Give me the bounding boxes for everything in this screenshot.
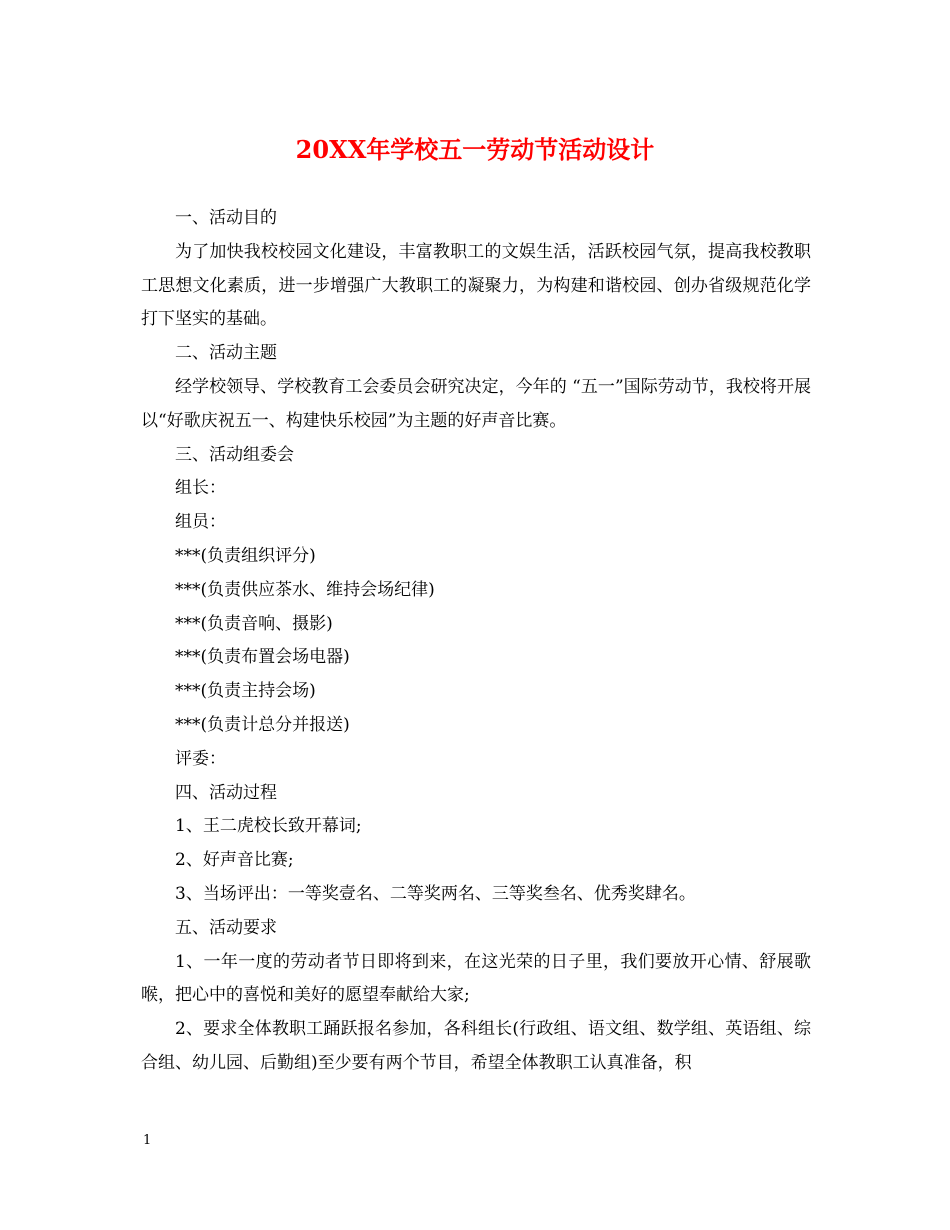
page-number: 1 — [143, 1133, 152, 1148]
section-heading: 四、活动过程 — [175, 782, 277, 803]
body-line: 组员： — [175, 512, 226, 533]
section-heading: 一、活动目的 — [175, 208, 277, 228]
section-heading: 二、活动主题 — [175, 343, 277, 364]
section-heading: 五、活动要求 — [175, 917, 277, 938]
list-item: ***(负责供应茶水、维持会场纪律) — [175, 579, 435, 600]
document-body — [141, 202, 811, 1081]
body-paragraph: 1、一年一度的劳动者节日即将到来，在这光荣的日子里，我们要放开心情、舒展歌喉，把心中的喜悦和美好的愿望奉献给大家; — [141, 951, 811, 1006]
list-item: ***(负责布置会场电器) — [175, 647, 350, 668]
body-paragraph: 2、要求全体教职工踊跃报名参加，各科组长(行政组、语文组、数学组、英语组、综合组、幼儿园、后勤组)至少要有两个节目，希望全体教职工认真准备，积 — [141, 1019, 811, 1073]
body-line: 组长： — [175, 478, 226, 499]
list-item: 2、好声音比赛; — [175, 850, 294, 871]
document-title: 20XX年学校五一劳动节活动设计 — [295, 135, 655, 164]
body-paragraph: 经学校领导、学校教育工会委员会研究决定，今年的 “五一”国际劳动节，我校将开展以“好歌庆祝五一、构建快乐校园”为主题的好声音比赛。 — [141, 376, 811, 431]
list-item: ***(负责音响、摄影) — [175, 613, 333, 634]
body-paragraph: 为了加快我校校园文化建设，丰富教职工的文娱生活，活跃校园气氛，提高我校教职工思想文化素质，进一步增强广大教职工的凝聚力，为构建和谐校园、创办省级规范化学打下坚实的基础。 — [141, 241, 811, 330]
section-heading: 三、活动组委会 — [175, 444, 294, 465]
list-item: ***(负责主持会场) — [175, 681, 316, 702]
list-item: ***(负责计总分并报送) — [175, 714, 350, 735]
body-line: 评委： — [175, 748, 226, 769]
list-item: 3、当场评出：一等奖壹名、二等奖两名、三等奖叁名、优秀奖肆名。 — [175, 883, 696, 904]
list-item: ***(负责组织评分) — [175, 545, 316, 566]
list-item: 1、王二虎校长致开幕词; — [175, 816, 362, 837]
